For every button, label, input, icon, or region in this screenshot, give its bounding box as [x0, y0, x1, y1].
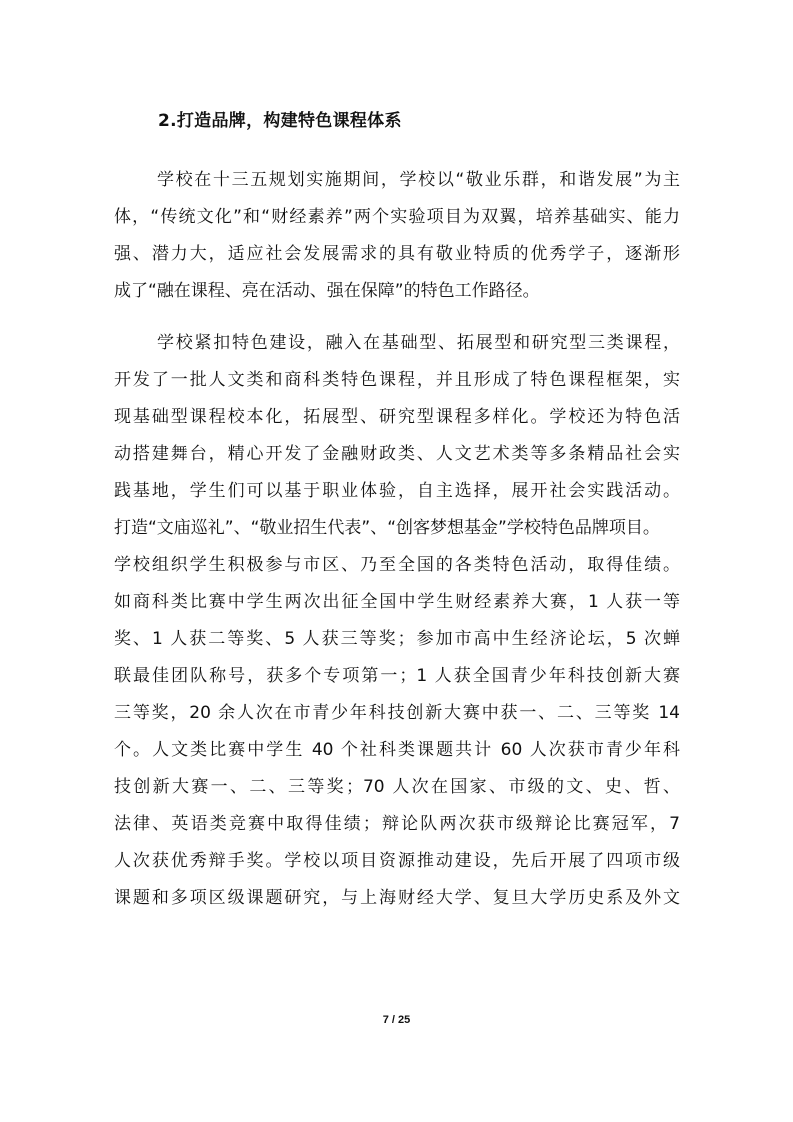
- page-number: 7 / 25: [382, 1014, 411, 1026]
- paragraph-2-line-14: 法律、英语类竞赛中取得佳绩；辩论队两次获市级辩论比赛冠军，7: [114, 814, 680, 834]
- paragraph-2-line-11: 三等奖，20 余人次在市青少年科技创新大赛中获一、二、三等奖 14: [114, 703, 680, 723]
- paragraph-1-line-3: 强、潜力大，适应社会发展需求的具有敬业特质的优秀学子，逐渐形: [114, 244, 680, 264]
- paragraph-1-line-2: 体，“传统文化”和“财经素养”两个实验项目为双翼，培养基础实、能力: [114, 207, 680, 227]
- paragraph-2-line-16: 课题和多项区级课题研究，与上海财经大学、复旦大学历史系及外文: [114, 888, 680, 908]
- paragraph-2-line-2: 开发了一批人文类和商科类特色课程，并且形成了特色课程框架，实: [114, 370, 680, 390]
- paragraph-1-line-4: 成了“融在课程、亮在活动、强在保障”的特色工作路径。: [114, 281, 540, 301]
- paragraph-2-line-8: 如商科类比赛中学生两次出征全国中学生财经素养大赛，1 人获一等: [114, 592, 680, 612]
- paragraph-2-line-4: 动搭建舞台，精心开发了金融财政类、人文艺术类等多条精品社会实: [114, 444, 680, 464]
- paragraph-2-line-12: 个。人文类比赛中学生 40 个社科类课题共计 60 人次获市青少年科: [114, 740, 680, 760]
- section-heading: 2.打造品牌，构建特色课程体系: [158, 111, 402, 131]
- paragraph-2-line-3: 现基础型课程校本化，拓展型、研究型课程多样化。学校还为特色活: [114, 407, 680, 427]
- paragraph-2-line-9: 奖、1 人获二等奖、5 人获三等奖；参加市高中生经济论坛，5 次蝉: [114, 629, 680, 649]
- paragraph-2-line-13: 技创新大赛一、二、三等奖；70 人次在国家、市级的文、史、哲、: [114, 777, 680, 797]
- paragraph-2-line-7: 学校组织学生积极参与市区、乃至全国的各类特色活动，取得佳绩。: [114, 555, 680, 575]
- paragraph-2-line-1: 学校紧扣特色建设，融入在基础型、拓展型和研究型三类课程，: [157, 333, 680, 353]
- paragraph-2-line-5: 践基地，学生们可以基于职业体验，自主选择，展开社会实践活动。: [114, 481, 680, 501]
- paragraph-2-line-6: 打造“文庙巡礼”、“敬业招生代表”、“创客梦想基金”学校特色品牌项目。: [114, 518, 660, 538]
- paragraph-2-line-10: 联最佳团队称号，获多个专项第一；1 人获全国青少年科技创新大赛: [114, 666, 680, 686]
- paragraph-2-line-15: 人次获优秀辩手奖。学校以项目资源推动建设，先后开展了四项市级: [114, 851, 680, 871]
- paragraph-1-line-1: 学校在十三五规划实施期间，学校以“敬业乐群，和谐发展”为主: [157, 170, 680, 190]
